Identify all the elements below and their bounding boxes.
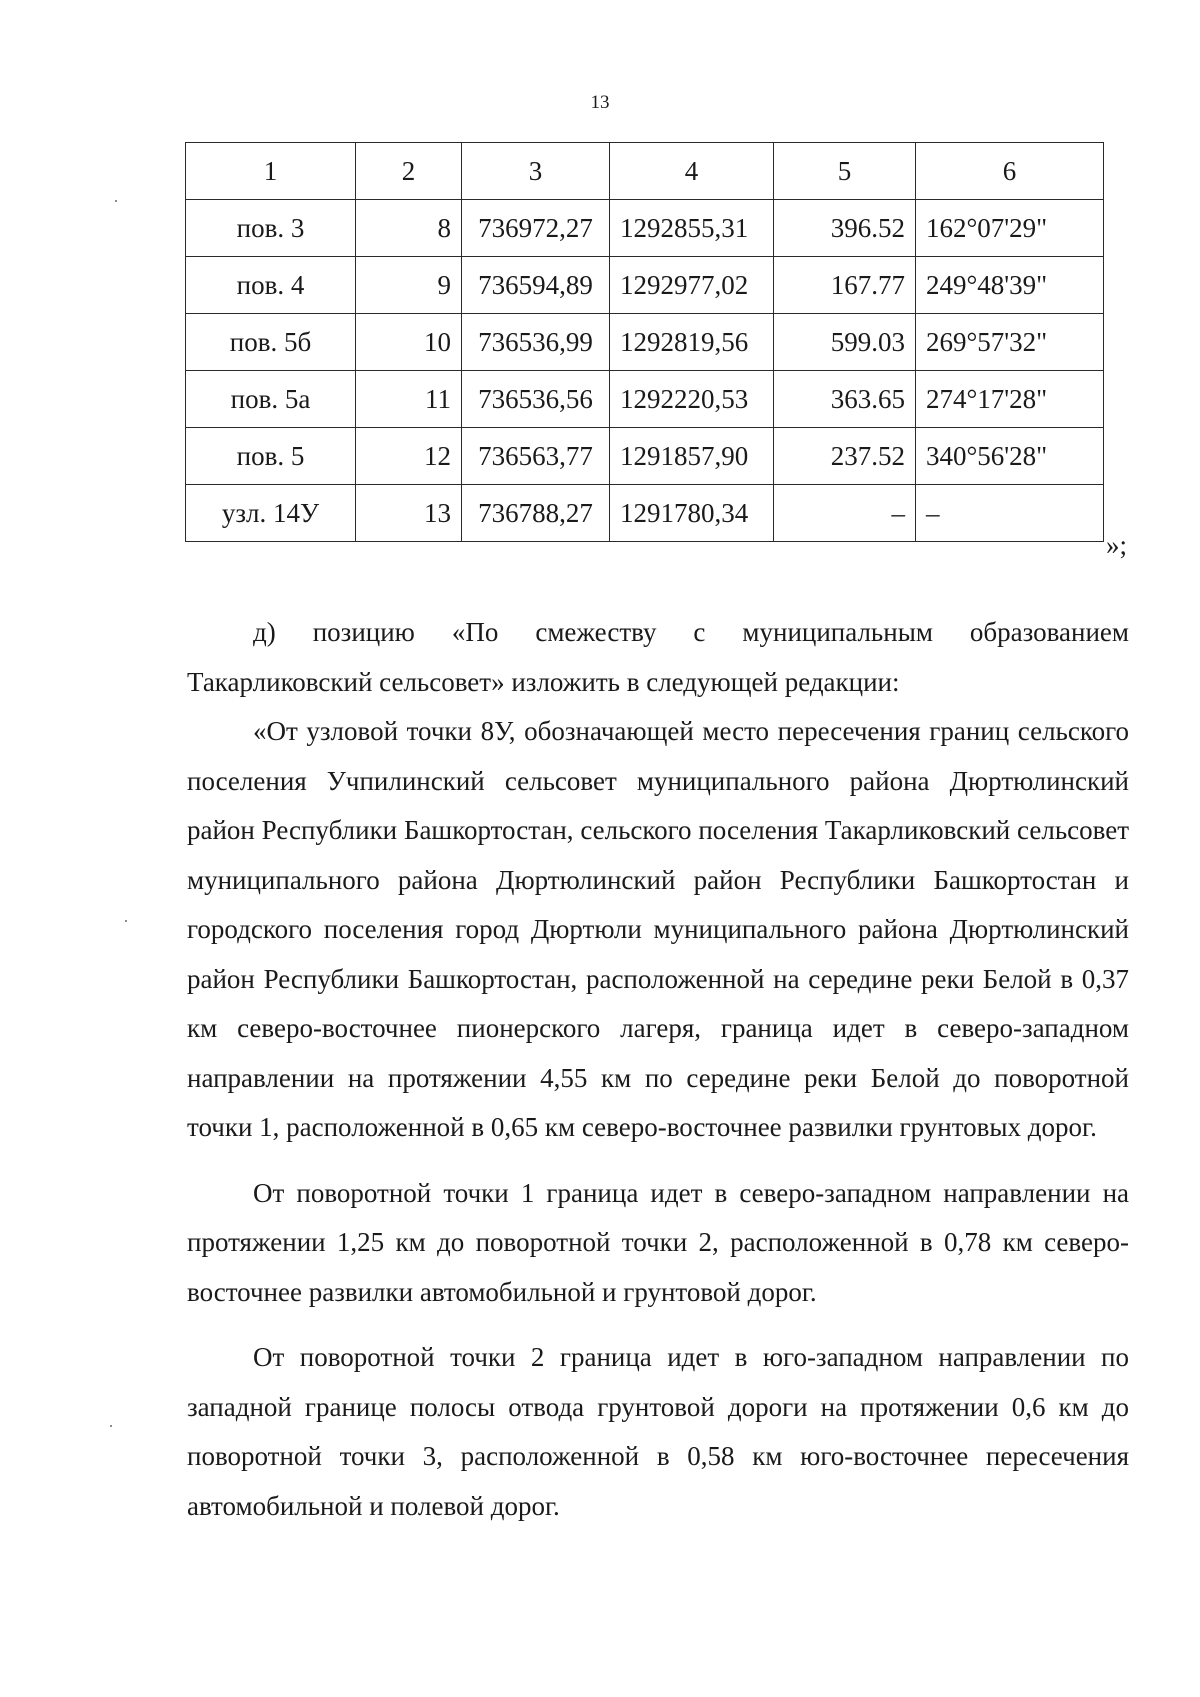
angle-cell: 274°17'28" [916,371,1104,428]
scan-speck [115,200,117,202]
angle-cell: – [916,485,1104,542]
x-coordinate-cell: 736972,27 [462,200,610,257]
header-cell: 3 [462,143,610,200]
point-number-cell: 10 [356,314,462,371]
header-cell: 6 [916,143,1104,200]
scan-speck [110,1425,112,1427]
x-coordinate-cell: 736536,99 [462,314,610,371]
header-cell: 2 [356,143,462,200]
table-row [186,371,1104,428]
angle-cell: 269°57'32" [916,314,1104,371]
table-row [186,257,1104,314]
x-coordinate-cell: 736563,77 [462,428,610,485]
y-coordinate-cell: 1292855,31 [610,200,774,257]
distance-cell: 237.52 [774,428,916,485]
paragraph: От поворотной точки 1 граница идет в северо-западном направлении на протяжении 1,25 км до поворотной точки 2, расположенной в 0,78 км северо-восточнее развилки автомобильной и грунтовой дорог. [187,1177,1129,1307]
angle-cell: 249°48'39" [916,257,1104,314]
scan-speck [125,920,127,922]
distance-cell: 167.77 [774,257,916,314]
x-coordinate-cell: 736788,27 [462,485,610,542]
distance-cell: 599.03 [774,314,916,371]
point-number-cell: 9 [356,257,462,314]
header-cell: 1 [186,143,356,200]
point-name-cell: пов. 5а [186,371,356,428]
y-coordinate-cell: 1292220,53 [610,371,774,428]
page-number: 13 [590,92,610,113]
point-name-cell: пов. 5 [186,428,356,485]
paragraph: «От узловой точки 8У, обозначающей место пересечения границ сельского поселения Учпилинский сельсовет муниципального района Дюртюлинский район Республики Башкортостан, сельского поселения Такарликовский сельсовет муниципального района Дюртюлинский район Республики Башкортостан и городского поселения город Дюртюли муниципального района Дюртюлинский район Республики Башкортостан, расположенной на середине реки Белой в 0,37 км северо-восточнее пионерского лагеря, граница идет в северо-западном направлении на протяжении 4,55 км по середине реки Белой до поворотной точки 1, расположенной в 0,65 км северо-восточнее развилки грунтовых дорог. [187,716,1129,1142]
point-number-cell: 12 [356,428,462,485]
distance-cell: – [774,485,916,542]
table-row [186,428,1104,485]
y-coordinate-cell: 1291780,34 [610,485,774,542]
table-header-row [186,143,1104,200]
point-number-cell: 11 [356,371,462,428]
header-cell: 4 [610,143,774,200]
header-cell: 5 [774,143,916,200]
table-row [186,314,1104,371]
point-number-cell: 8 [356,200,462,257]
table-row [186,485,1104,542]
paragraph: д) позицию «По смежеству с муниципальным образованием Такарликовский сельсовет» изложить в следующей редакции: [187,617,1129,697]
point-name-cell: пов. 3 [186,200,356,257]
coordinates-table [185,142,1104,542]
point-name-cell: пов. 5б [186,314,356,371]
distance-cell: 363.65 [774,371,916,428]
table-closing-quote: »; [1106,530,1128,560]
x-coordinate-cell: 736536,56 [462,371,610,428]
y-coordinate-cell: 1291857,90 [610,428,774,485]
y-coordinate-cell: 1292819,56 [610,314,774,371]
point-number-cell: 13 [356,485,462,542]
angle-cell: 340°56'28" [916,428,1104,485]
x-coordinate-cell: 736594,89 [462,257,610,314]
document-body [187,608,1129,1531]
point-name-cell: узл. 14У [186,485,356,542]
point-name-cell: пов. 4 [186,257,356,314]
angle-cell: 162°07'29" [916,200,1104,257]
y-coordinate-cell: 1292977,02 [610,257,774,314]
table-row [186,200,1104,257]
paragraph: От поворотной точки 2 граница идет в юго-западном направлении по западной границе полосы отвода грунтовой дороги на протяжении 0,6 км до поворотной точки 3, расположенной в 0,58 км юго-восточнее пересечения автомобильной и полевой дорог. [187,1342,1129,1521]
distance-cell: 396.52 [774,200,916,257]
